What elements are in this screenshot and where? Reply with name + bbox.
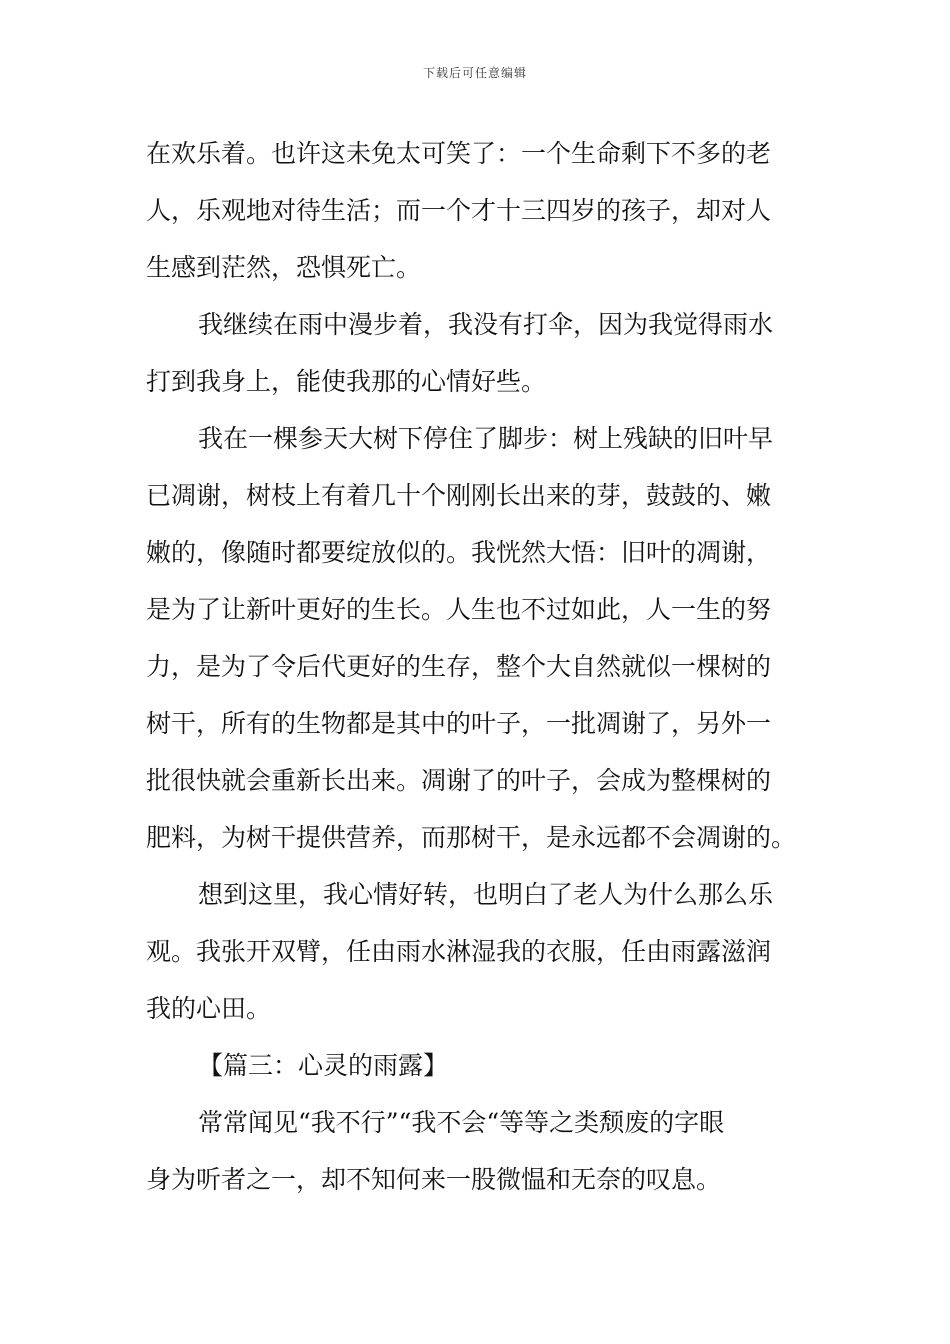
text-line: 嫩的，像随时都要绽放似的。我恍然大悟：旧叶的凋谢， [146, 538, 772, 567]
paragraph [146, 866, 816, 1037]
text-line: 我的心田。 [146, 994, 272, 1023]
text-line: 力，是为了令后代更好的生存，整个大自然就似一棵树的 [146, 652, 772, 681]
text-line: 常常闻见“我不行”“我不会“等等之类颓废的字眼 [198, 1108, 725, 1137]
text-line: 我继续在雨中漫步着，我没有打伞，因为我觉得雨水 [198, 310, 774, 339]
text-line: 树干，所有的生物都是其中的叶子，一批凋谢了，另外一 [146, 709, 772, 738]
text-line: 想到这里，我心情好转，也明白了老人为什么那么乐 [198, 880, 774, 909]
text-line: 人，乐观地对待生活；而一个才十三四岁的孩子，却对人 [146, 196, 772, 225]
section-heading [146, 1037, 816, 1094]
text-line: 批很快就会重新长出来。凋谢了的叶子，会成为整棵树的 [146, 766, 772, 795]
text-line: 生感到茫然，恐惧死亡。 [146, 253, 422, 282]
text-line: 我在一棵参天大树下停住了脚步：树上残缺的旧叶早 [198, 424, 774, 453]
paragraph [146, 410, 816, 866]
text-line: 是为了让新叶更好的生长。人生也不过如此，人一生的努 [146, 595, 772, 624]
page-header: 下载后可任意编辑 [422, 66, 527, 80]
text-line: 肥料，为树干提供营养，而那树干，是永远都不会凋谢的。 [146, 823, 797, 852]
paragraph [146, 296, 816, 410]
paragraph [146, 1094, 816, 1208]
text-line: 在欢乐着。也许这未免太可笑了：一个生命剩下不多的老 [146, 139, 772, 168]
text-line: 身为听者之一，却不知何来一股微愠和无奈的叹息。 [146, 1165, 722, 1194]
section-title: 【篇三：心灵的雨露】 [198, 1051, 449, 1080]
text-line: 已凋谢，树枝上有着几十个刚刚长出来的芽，鼓鼓的、嫩 [146, 481, 772, 510]
paragraph [146, 125, 816, 296]
text-line: 打到我身上，能使我那的心情好些。 [146, 367, 547, 396]
document-body [146, 125, 816, 1208]
text-line: 观。我张开双臂，任由雨水淋湿我的衣服，任由雨露滋润 [146, 937, 772, 966]
